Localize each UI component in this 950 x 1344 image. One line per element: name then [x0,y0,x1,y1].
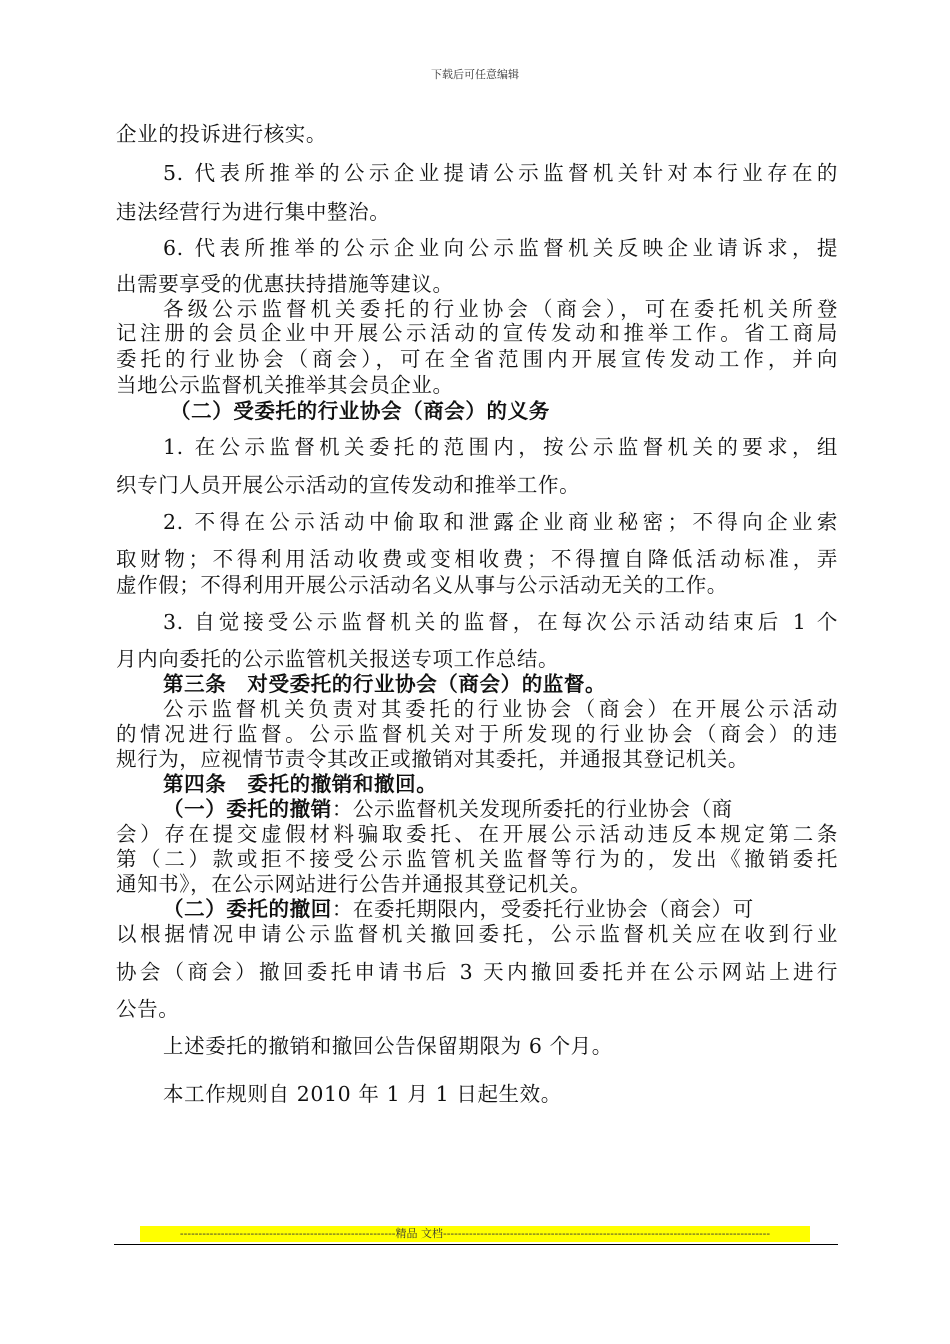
list-item-3-line-2: 月内向委托的公示监管机关报送专项工作总结。 [116,647,560,671]
list-item-1-line-2: 织专门人员开展公示活动的宣传发动和推举工作。 [116,473,581,497]
paragraph-line: 会）存在提交虚假材料骗取委托、在开展公示活动违反本规定第二条 [116,822,838,846]
paragraph-line: 本工作规则自 2010 年 1 月 1 日起生效。 [163,1082,562,1106]
article-4-heading: 第四条 委托的撤销和撤回。 [163,772,438,796]
paragraph-line: 的情况进行监督。公示监督机关对于所发现的行业协会（商会）的违 [116,722,838,746]
paragraph-line: 各级公示监督机关委托的行业协会（商会），可在委托机关所登 [163,297,838,321]
revocation-line-1 [163,796,838,822]
paragraph-line: 协会（商会）撤回委托申请书后 3 天内撤回委托并在公示网站上进行 [116,960,838,984]
section-heading: （二）受委托的行业协会（商会）的义务 [170,399,550,423]
withdrawal-text: ：在委托期限内，受委托行业协会（商会）可 [331,897,754,921]
withdrawal-label: （二）委托的撤回 [163,897,332,921]
withdrawal-line-1 [163,896,838,922]
revocation-label: （一）委托的撤销 [163,797,332,821]
list-item-2-line-1: 2. 不得在公示活动中偷取和泄露企业商业秘密；不得向企业索 [163,510,838,534]
list-item-5-line-2: 违法经营行为进行集中整治。 [116,200,391,224]
footer-dashes-right: ---------------------------------------------------------------------------------------- [443,1227,771,1240]
list-item-2-line-2: 取财物；不得利用活动收费或变相收费；不得擅自降低活动标准，弄 [116,547,838,571]
list-item-6-line-2: 出需要享受的优惠扶持措施等建议。 [116,272,454,296]
list-item-5-line-1: 5. 代表所推举的公示企业提请公示监督机关针对本行业存在的 [163,161,838,185]
paragraph-line: 企业的投诉进行核实。 [116,122,327,146]
revocation-text: ：公示监督机关发现所委托的行业协会（商 [331,797,733,821]
footer-divider [114,1244,838,1245]
paragraph-line: 以根据情况申请公示监督机关撤回委托，公示监督机关应在收到行业 [116,922,838,946]
paragraph-line: 公示监督机关负责对其委托的行业协会（商会）在开展公示活动 [163,697,838,721]
footer-dashes-left: ---------------------------------------------------------- [179,1227,396,1240]
paragraph-line: 规行为，应视情节责令其改正或撤销对其委托，并通报其登记机关。 [116,747,749,771]
list-item-2-line-3: 虚作假；不得利用开展公示活动名义从事与公示活动无关的工作。 [116,573,728,597]
list-item-3-line-1: 3. 自觉接受公示监督机关的监督，在每次公示活动结束后 1 个 [163,610,838,634]
paragraph-line: 当地公示监督机关推举其会员企业。 [116,373,454,397]
list-item-1-line-1: 1. 在公示监督机关委托的范围内，按公示监督机关的要求，组 [163,435,838,459]
paragraph-line: 记注册的会员企业中开展公示活动的宣传发动和推举工作。省工商局 [116,321,838,345]
page-header: 下载后可任意编辑 [431,68,519,81]
paragraph-line: 委托的行业协会（商会），可在全省范围内开展宣传发动工作，并向 [116,347,838,371]
article-3-heading: 第三条 对受委托的行业协会（商会）的监督。 [163,672,607,696]
paragraph-line: 上述委托的撤销和撤回公告保留期限为 6 个月。 [163,1034,613,1058]
footer-highlight [140,1226,810,1242]
paragraph-line: 通知书》，在公示网站进行公告并通报其登记机关。 [116,872,592,896]
paragraph-line: 第（二）款或拒不接受公示监管机关监督等行为的，发出《撤销委托 [116,847,838,871]
list-item-6-line-1: 6. 代表所推举的公示企业向公示监督机关反映企业请诉求，提 [163,236,838,260]
footer-label: 精品 文档 [395,1227,443,1240]
paragraph-line: 公告。 [116,997,180,1021]
